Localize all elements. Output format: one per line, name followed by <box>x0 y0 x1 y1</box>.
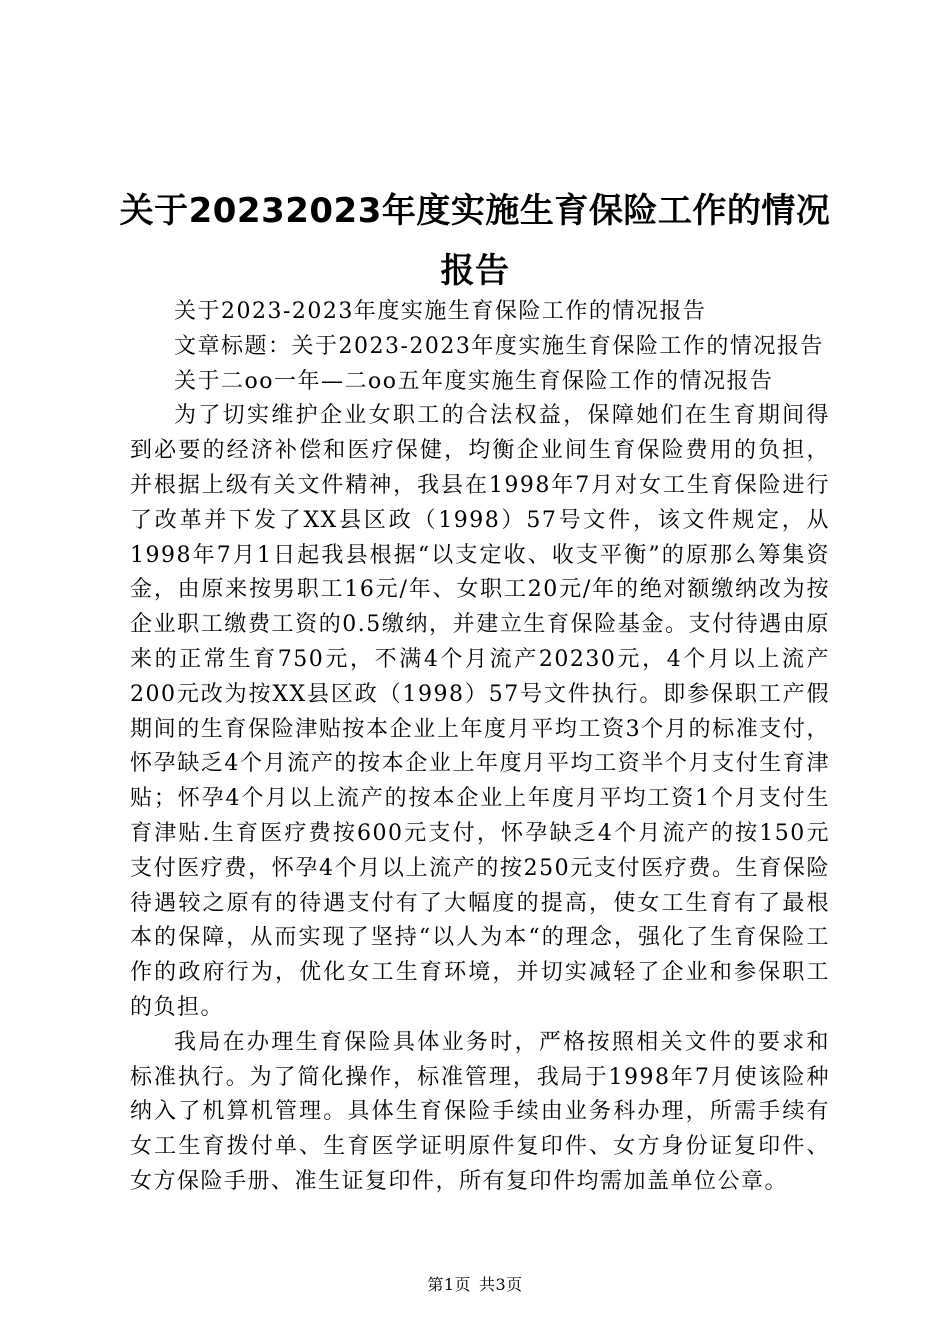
paragraph-policy-background: 为了切实维护企业女职工的合法权益，保障她们在生育期间得到必要的经济补偿和医疗保健，均衡企业间生育保险费用的负担，并根据上级有关文件精神，我县在1998年7月对女工生育保险进行了改革并下发了XX县区政（1998）57号文件，该文件规定，从1998年7月1日起我县根据“以支定收、收支平衡”的原那么筹集资金，由原来按男职工16元/年、女职工20元/年的绝对额缴纳改为按企业职工缴费工资的0.5缴纳，并建立生育保险基金。支付待遇由原来的正常生育750元，不满4个月流产20230元，4个月以上流产200元改为按XX县区政（1998）57号文件执行。即参保职工产假期间的生育保险津贴按本企业上年度月平均工资3个月的标准支付，怀孕缺乏4个月流产的按本企业上年度月平均工资半个月支付生育津贴；怀孕4个月以上流产的按本企业上年度月平均工资1个月支付生育津贴.生育医疗费按600元支付，怀孕缺乏4个月流产的按150元支付医疗费，怀孕4个月以上流产的按250元支付医疗费。生育保险待遇较之原有的待遇支付有了大幅度的提高，使女工生育有了最根本的保障，从而实现了坚持“以人为本“的理念，强化了生育保险工作的政府行为，优化女工生育环境，并切实减轻了企业和参保职工的负担。 <box>130 403 830 1020</box>
paragraph-heading-repeat: 关于2023-2023年度实施生育保险工作的情况报告 <box>174 299 707 324</box>
page-footer <box>0 1272 950 1295</box>
paragraph-subtitle: 关于二oo一年—二oo五年度实施生育保险工作的情况报告 <box>174 368 774 394</box>
paragraph-article-title: 文章标题：关于2023-2023年度实施生育保险工作的情况报告 <box>174 333 824 359</box>
page-total: 共3页 <box>479 1275 523 1294</box>
document-title-line-1: 关于20232023年度实施生育保险工作的情况 <box>119 191 831 231</box>
paragraph-business-handling: 我局在办理生育保险具体业务时，严格按照相关文件的要求和标准执行。为了简化操作，标准管理，我局于1998年7月使该险种纳入了机算机管理。具体生育保险手续由业务科办理，所需手续有女工生育拨付单、生育医学证明原件复印件、女方身份证复印件、女方保险手册、准生证复印件，所有复印件均需加盖单位公章。 <box>130 1029 830 1194</box>
document-body <box>130 295 830 1200</box>
page-number: 第1页 <box>427 1275 471 1294</box>
document-title-line-2: 报告 <box>440 251 510 291</box>
